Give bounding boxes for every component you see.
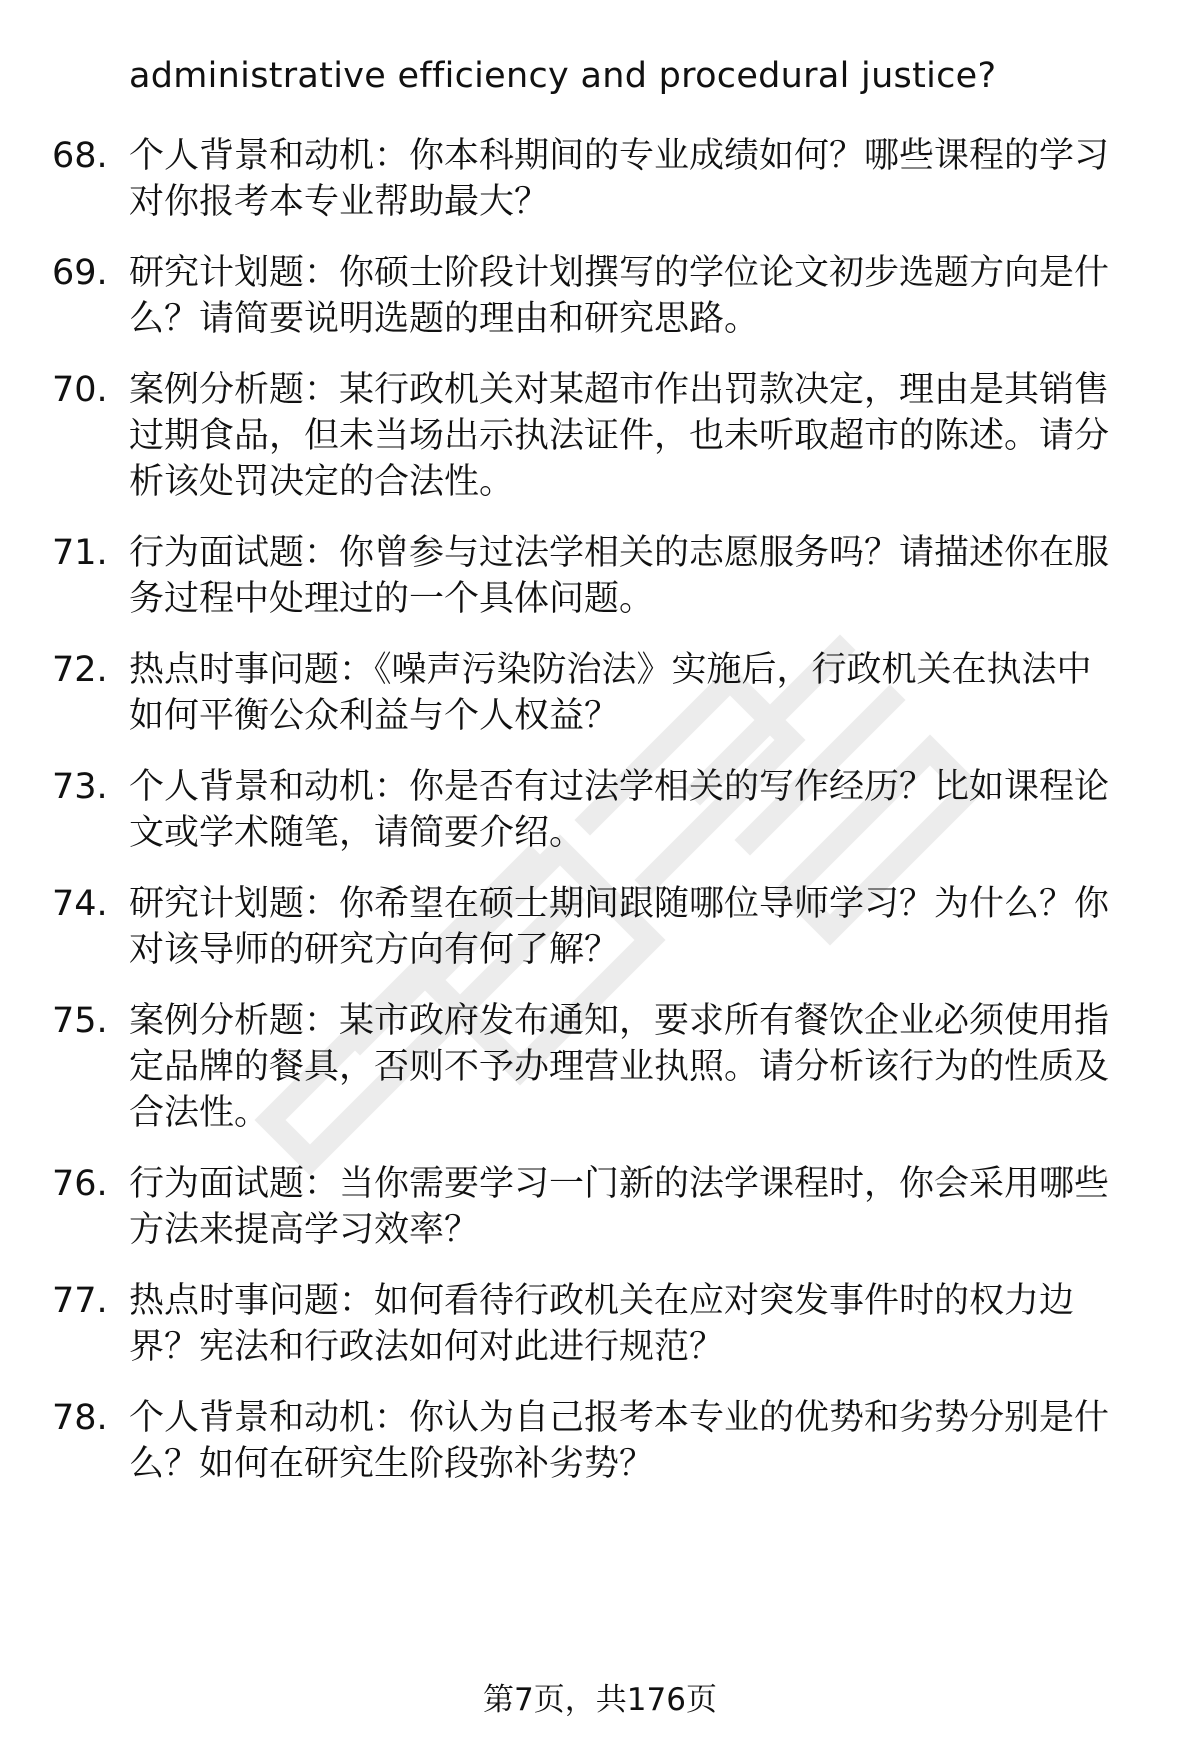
question-text [129,1161,1139,1253]
question-number: 76. [52,1164,108,1204]
question-number: 72. [52,650,108,690]
question-number: 71. [52,533,108,573]
question-text-line: 研究计划题：你硕士阶段计划撰写的学位论文初步选题方向是什 [129,253,1110,293]
question-text-line: 合法性。 [129,1093,270,1133]
question-text-line: 析该处罚决定的合法性。 [129,462,515,502]
question-text [129,530,1139,622]
question-text-line: 务过程中处理过的一个具体问题。 [129,579,655,619]
question-number: 68. [52,136,108,176]
question-text-line: 文或学术随笔，请简要介绍。 [129,813,585,853]
question-text-line: 个人背景和动机：你本科期间的专业成绩如何？哪些课程的学习 [129,136,1110,176]
question-text-line: 个人背景和动机：你是否有过法学相关的写作经历？比如课程论 [129,767,1110,807]
question-text-line: 么？请简要说明选题的理由和研究思路。 [129,299,760,339]
question-number: 77. [52,1281,108,1321]
question-text-line: 界？宪法和行政法如何对此进行规范？ [129,1327,725,1367]
question-number: 69. [52,253,108,293]
question-text [129,367,1139,505]
question-number: 75. [52,1001,108,1041]
page-footer: 第7页，共176页 [483,1682,717,1718]
question-text-line: 行为面试题：当你需要学习一门新的法学课程时，你会采用哪些 [129,1164,1110,1204]
question-text-line: 热点时事问题：《噪声污染防治法》实施后，行政机关在执法中 [129,650,1092,690]
continuation-line: administrative efficiency and procedural justice? [129,56,997,96]
question-text-line: 研究计划题：你希望在硕士期间跟随哪位导师学习？为什么？你 [129,884,1110,924]
question-text [129,1278,1139,1370]
question-text-line: 过期食品，但未当场出示执法证件，也未听取超市的陈述。请分 [129,416,1110,456]
question-text-line: 热点时事问题：如何看待行政机关在应对突发事件时的权力边 [129,1281,1075,1321]
question-text-line: 对该导师的研究方向有何了解？ [129,930,620,970]
question-number: 73. [52,767,108,807]
question-text [129,998,1139,1136]
question-text [129,647,1139,739]
question-text [129,881,1139,973]
question-text-line: 对你报考本专业帮助最大？ [129,182,550,222]
question-text [129,250,1139,342]
question-text-line: 行为面试题：你曾参与过法学相关的志愿服务吗？请描述你在服 [129,533,1110,573]
question-text [129,1395,1139,1487]
question-text-line: 个人背景和动机：你认为自己报考本专业的优势和劣势分别是什 [129,1398,1110,1438]
question-text-line: 如何平衡公众利益与个人权益？ [129,696,620,736]
question-number: 74. [52,884,108,924]
question-text [129,133,1139,225]
question-text-line: 么？如何在研究生阶段弥补劣势？ [129,1444,655,1484]
question-text-line: 方法来提高学习效率？ [129,1210,480,1250]
question-number: 70. [52,370,108,410]
question-text [129,764,1139,856]
question-text-line: 定品牌的餐具，否则不予办理营业执照。请分析该行为的性质及 [129,1047,1110,1087]
question-text-line: 案例分析题：某市政府发布通知，要求所有餐饮企业必须使用指 [129,1001,1110,1041]
question-text-line: 案例分析题：某行政机关对某超市作出罚款决定，理由是其销售 [129,370,1110,410]
question-number: 78. [52,1398,108,1438]
